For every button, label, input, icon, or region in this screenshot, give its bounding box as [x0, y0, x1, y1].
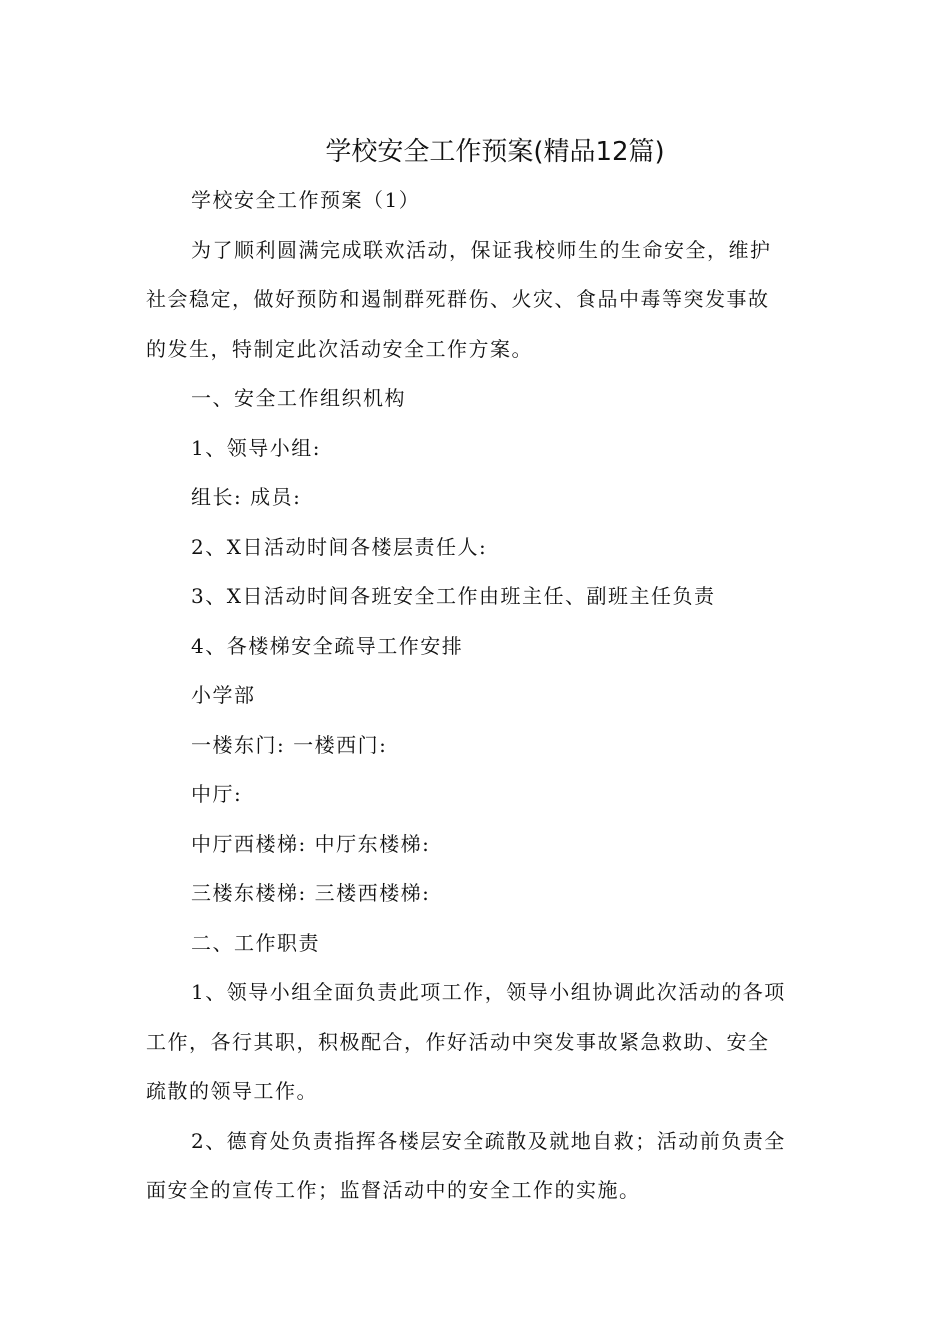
section-heading: 二、工作职责 [191, 930, 320, 955]
paragraph-line: 为了顺利圆满完成联欢活动，保证我校师生的生命安全，维护 [191, 237, 772, 262]
document-body [146, 176, 806, 1216]
list-item: 中厅: [191, 782, 243, 806]
document-title: 学校安全工作预案(精品12篇) [325, 137, 665, 167]
section-heading: 一、安全工作组织机构 [191, 386, 406, 410]
list-item: 4、各楼梯安全疏导工作安排 [191, 633, 464, 658]
list-item: 组长: 成员: [191, 485, 302, 509]
list-item: 2、X日活动时间各楼层责任人: [191, 534, 488, 559]
paragraph-line: 工作，各行其职，积极配合，作好活动中突发事故紧急救助、安全 [146, 1029, 770, 1054]
paragraph-line: 社会稳定，做好预防和遏制群死群伤、火灾、食品中毒等突发事故 [146, 287, 770, 311]
list-item: 中厅西楼梯: 中厅东楼梯: [191, 831, 431, 856]
paragraph-line: 的发生，特制定此次活动安全工作方案。 [146, 336, 533, 361]
list-item: 小学部 [191, 683, 256, 707]
section-heading: 学校安全工作预案（1） [191, 188, 421, 212]
list-item: 1、领导小组: [191, 435, 321, 460]
list-item: 一楼东门: 一楼西门: [191, 732, 388, 757]
paragraph-line: 2、德育处负责指挥各楼层安全疏散及就地自救；活动前负责全 [191, 1128, 786, 1153]
list-item: 三楼东楼梯: 三楼西楼梯: [191, 881, 431, 905]
paragraph-line: 面安全的宣传工作；监督活动中的安全工作的实施。 [146, 1178, 641, 1202]
paragraph-line: 疏散的领导工作。 [146, 1079, 318, 1103]
list-item: 3、X日活动时间各班安全工作由班主任、副班主任负责 [191, 584, 716, 608]
paragraph-line: 1、领导小组全面负责此项工作，领导小组协调此次活动的各项 [191, 980, 786, 1004]
